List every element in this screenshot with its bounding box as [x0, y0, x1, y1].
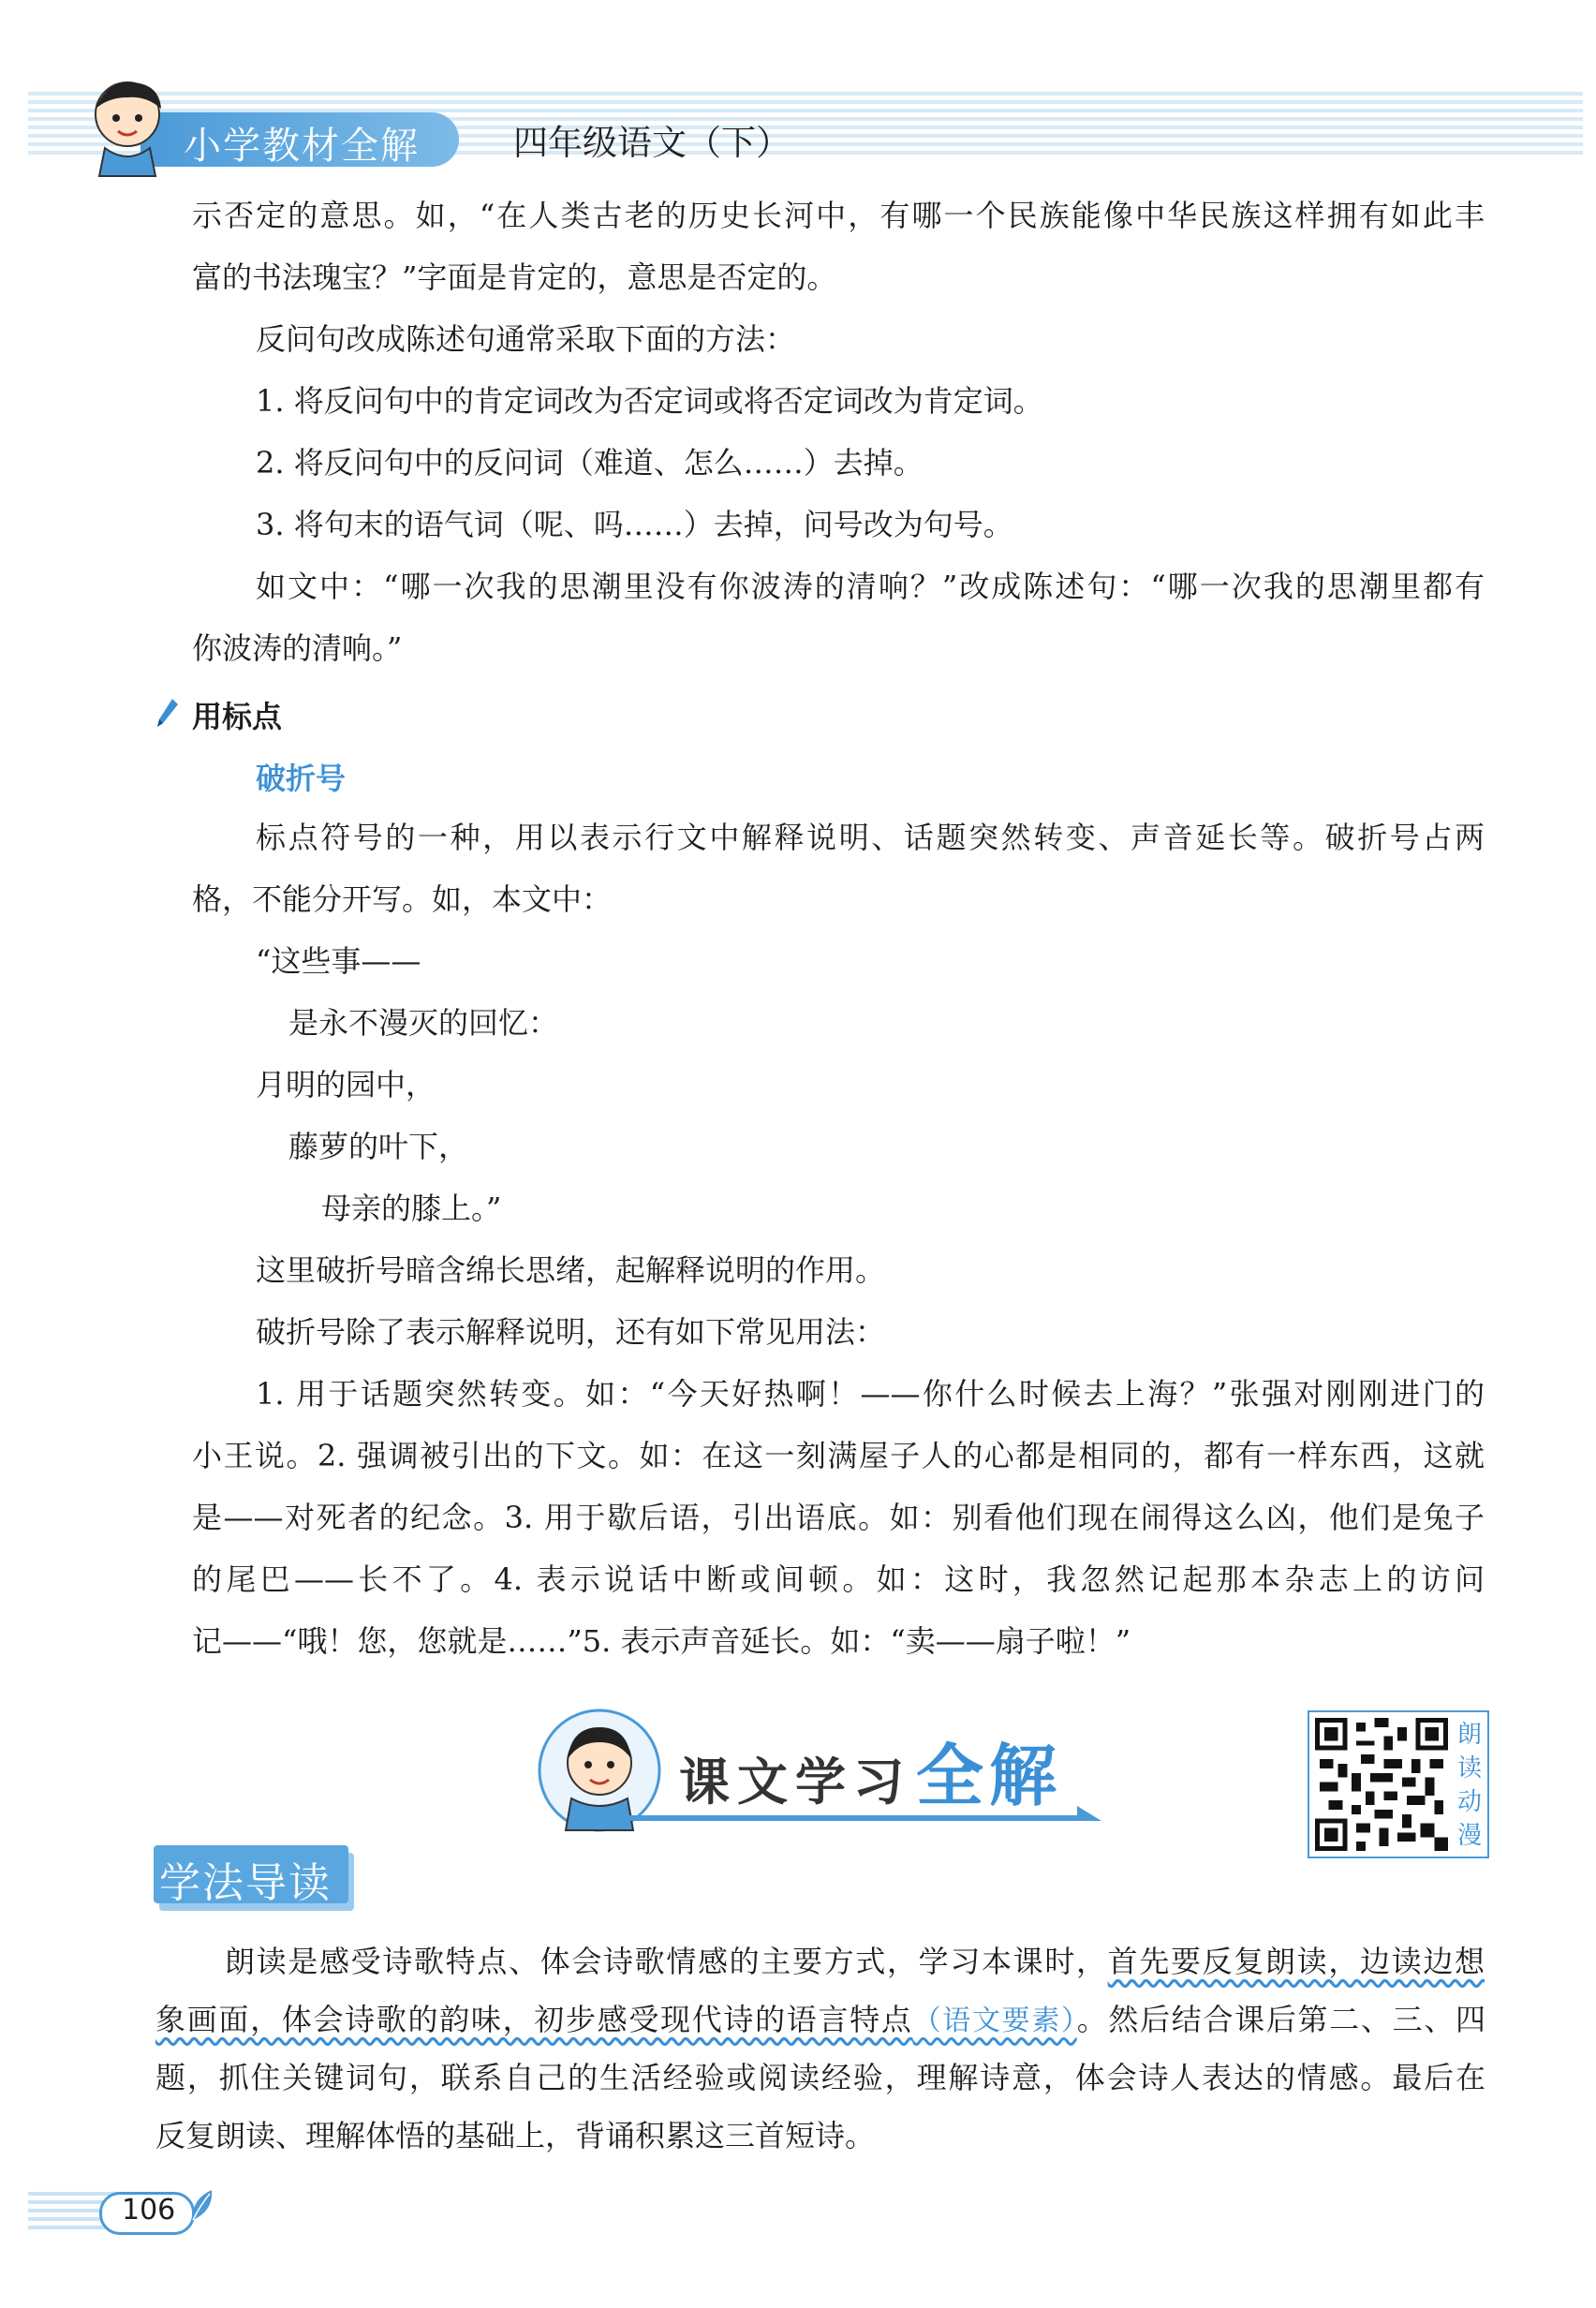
- qr-label: [1456, 1718, 1484, 1853]
- paragraph-line: 格，不能分开写。如，本文中：: [192, 881, 613, 917]
- paragraph-line: 标点符号的一种，用以表示行文中解释说明、话题突然转变、声音延长等。破折号占两: [256, 820, 1485, 855]
- grade-subject: 四年级语文（下）: [513, 123, 791, 163]
- method-item: 2. 将反问句中的反问词（难道、怎么……）去掉。: [256, 445, 924, 481]
- qr-code-box[interactable]: [1308, 1710, 1489, 1858]
- paragraph-line: 示否定的意思。如，“在人类古老的历史长河中，有哪一个民族能像中华民族这样拥有如此丰: [192, 198, 1485, 233]
- study-guide-line: 反复朗读、理解体悟的基础上，背诵积累这三首短诗。: [155, 2118, 876, 2153]
- paragraph-line: 反问句改成陈述句通常采取下面的方法：: [256, 321, 796, 357]
- banner-arrow-icon: [1077, 1806, 1101, 1821]
- key-point-text: 象画面，体会诗歌的韵味，初步感受现代诗的语言特点: [155, 2002, 913, 2037]
- usage-line: 的尾巴——长不了。4. 表示说话中断或间顿。如：这时，我忽然记起那本杂志上的访问: [192, 1561, 1485, 1597]
- leaf-icon: [189, 2186, 215, 2224]
- poem-line: 月明的园中，: [256, 1067, 436, 1102]
- study-guide-tag: 学法导读: [159, 1859, 332, 1907]
- lesson-banner: [525, 1705, 1124, 1836]
- book-title: 小学教材全解: [184, 125, 420, 168]
- pencil-icon: [155, 697, 180, 729]
- poem-line: 藤萝的叶下，: [288, 1129, 469, 1164]
- study-guide-line: [225, 1941, 1485, 1982]
- qr-code-icon[interactable]: [1315, 1718, 1448, 1851]
- key-point-text: 首先要反复朗读，边读边想: [1107, 1944, 1485, 1979]
- paragraph-line: 这里破折号暗含绵长思绪，起解释说明的作用。: [256, 1252, 886, 1288]
- boy-mascot-icon: [81, 75, 174, 178]
- paragraph-line: 你波涛的清响。”: [192, 630, 403, 666]
- study-guide-line: [155, 1999, 1485, 2042]
- study-text-segment: 朗读是感受诗歌特点、体会诗歌情感的主要方式，学习本课时，: [225, 1944, 1108, 1979]
- banner-title-part1: 课文学习: [679, 1753, 911, 1812]
- study-guide-line: 题，抓住关键词句，联系自己的生活经验或阅读经验，理解诗意，体会诗人表达的情感。最后在: [155, 2060, 1485, 2095]
- usage-line: 小王说。2. 强调被引出的下文。如：在这一刻满屋子人的心都是相同的，都有一样东西，这就: [192, 1438, 1485, 1473]
- paragraph-line: 破折号除了表示解释说明，还有如下常见用法：: [256, 1314, 886, 1350]
- language-element-tag: （语文要素）: [912, 2005, 1077, 2037]
- poem-line: 是永不漫灭的回忆：: [288, 1005, 559, 1041]
- qr-label-char: 读: [1456, 1754, 1482, 1783]
- page-number: 106: [122, 2194, 176, 2227]
- section-subtitle: 破折号: [256, 761, 347, 796]
- method-item: 1. 将反问句中的肯定词改为否定词或将否定词改为肯定词。: [256, 383, 1043, 419]
- usage-line: 是——对死者的纪念。3. 用于歇后语，引出语底。如：别看他们现在闹得这么凶，他们是兔子: [192, 1500, 1485, 1535]
- usage-line: 记——“哦！您，您就是……”5. 表示声音延长。如：“卖——扇子啦！”: [192, 1623, 1131, 1659]
- banner-title-part2: 全解: [916, 1737, 1063, 1815]
- paragraph-line: 如文中：“哪一次我的思潮里没有你波涛的清响？”改成陈述句：“哪一次我的思潮里都有: [256, 569, 1485, 604]
- method-item: 3. 将句末的语气词（呢、吗……）去掉，问号改为句号。: [256, 507, 1013, 542]
- usage-line: 1. 用于话题突然转变。如：“今天好热啊！——你什么时候去上海？”张强对刚刚进门的: [256, 1376, 1485, 1412]
- qr-label-char: 动: [1456, 1788, 1482, 1816]
- qr-label-char: 漫: [1456, 1822, 1482, 1850]
- study-text-segment: 。然后结合课后第二、三、四: [1076, 2002, 1485, 2037]
- section-title: 用标点: [192, 699, 283, 734]
- paragraph-line: 富的书法瑰宝？”字面是肯定的，意思是否定的。: [192, 259, 837, 295]
- poem-line: “这些事——: [256, 943, 421, 979]
- qr-label-char: 朗: [1456, 1721, 1482, 1749]
- poem-line: 母亲的膝上。”: [321, 1191, 502, 1226]
